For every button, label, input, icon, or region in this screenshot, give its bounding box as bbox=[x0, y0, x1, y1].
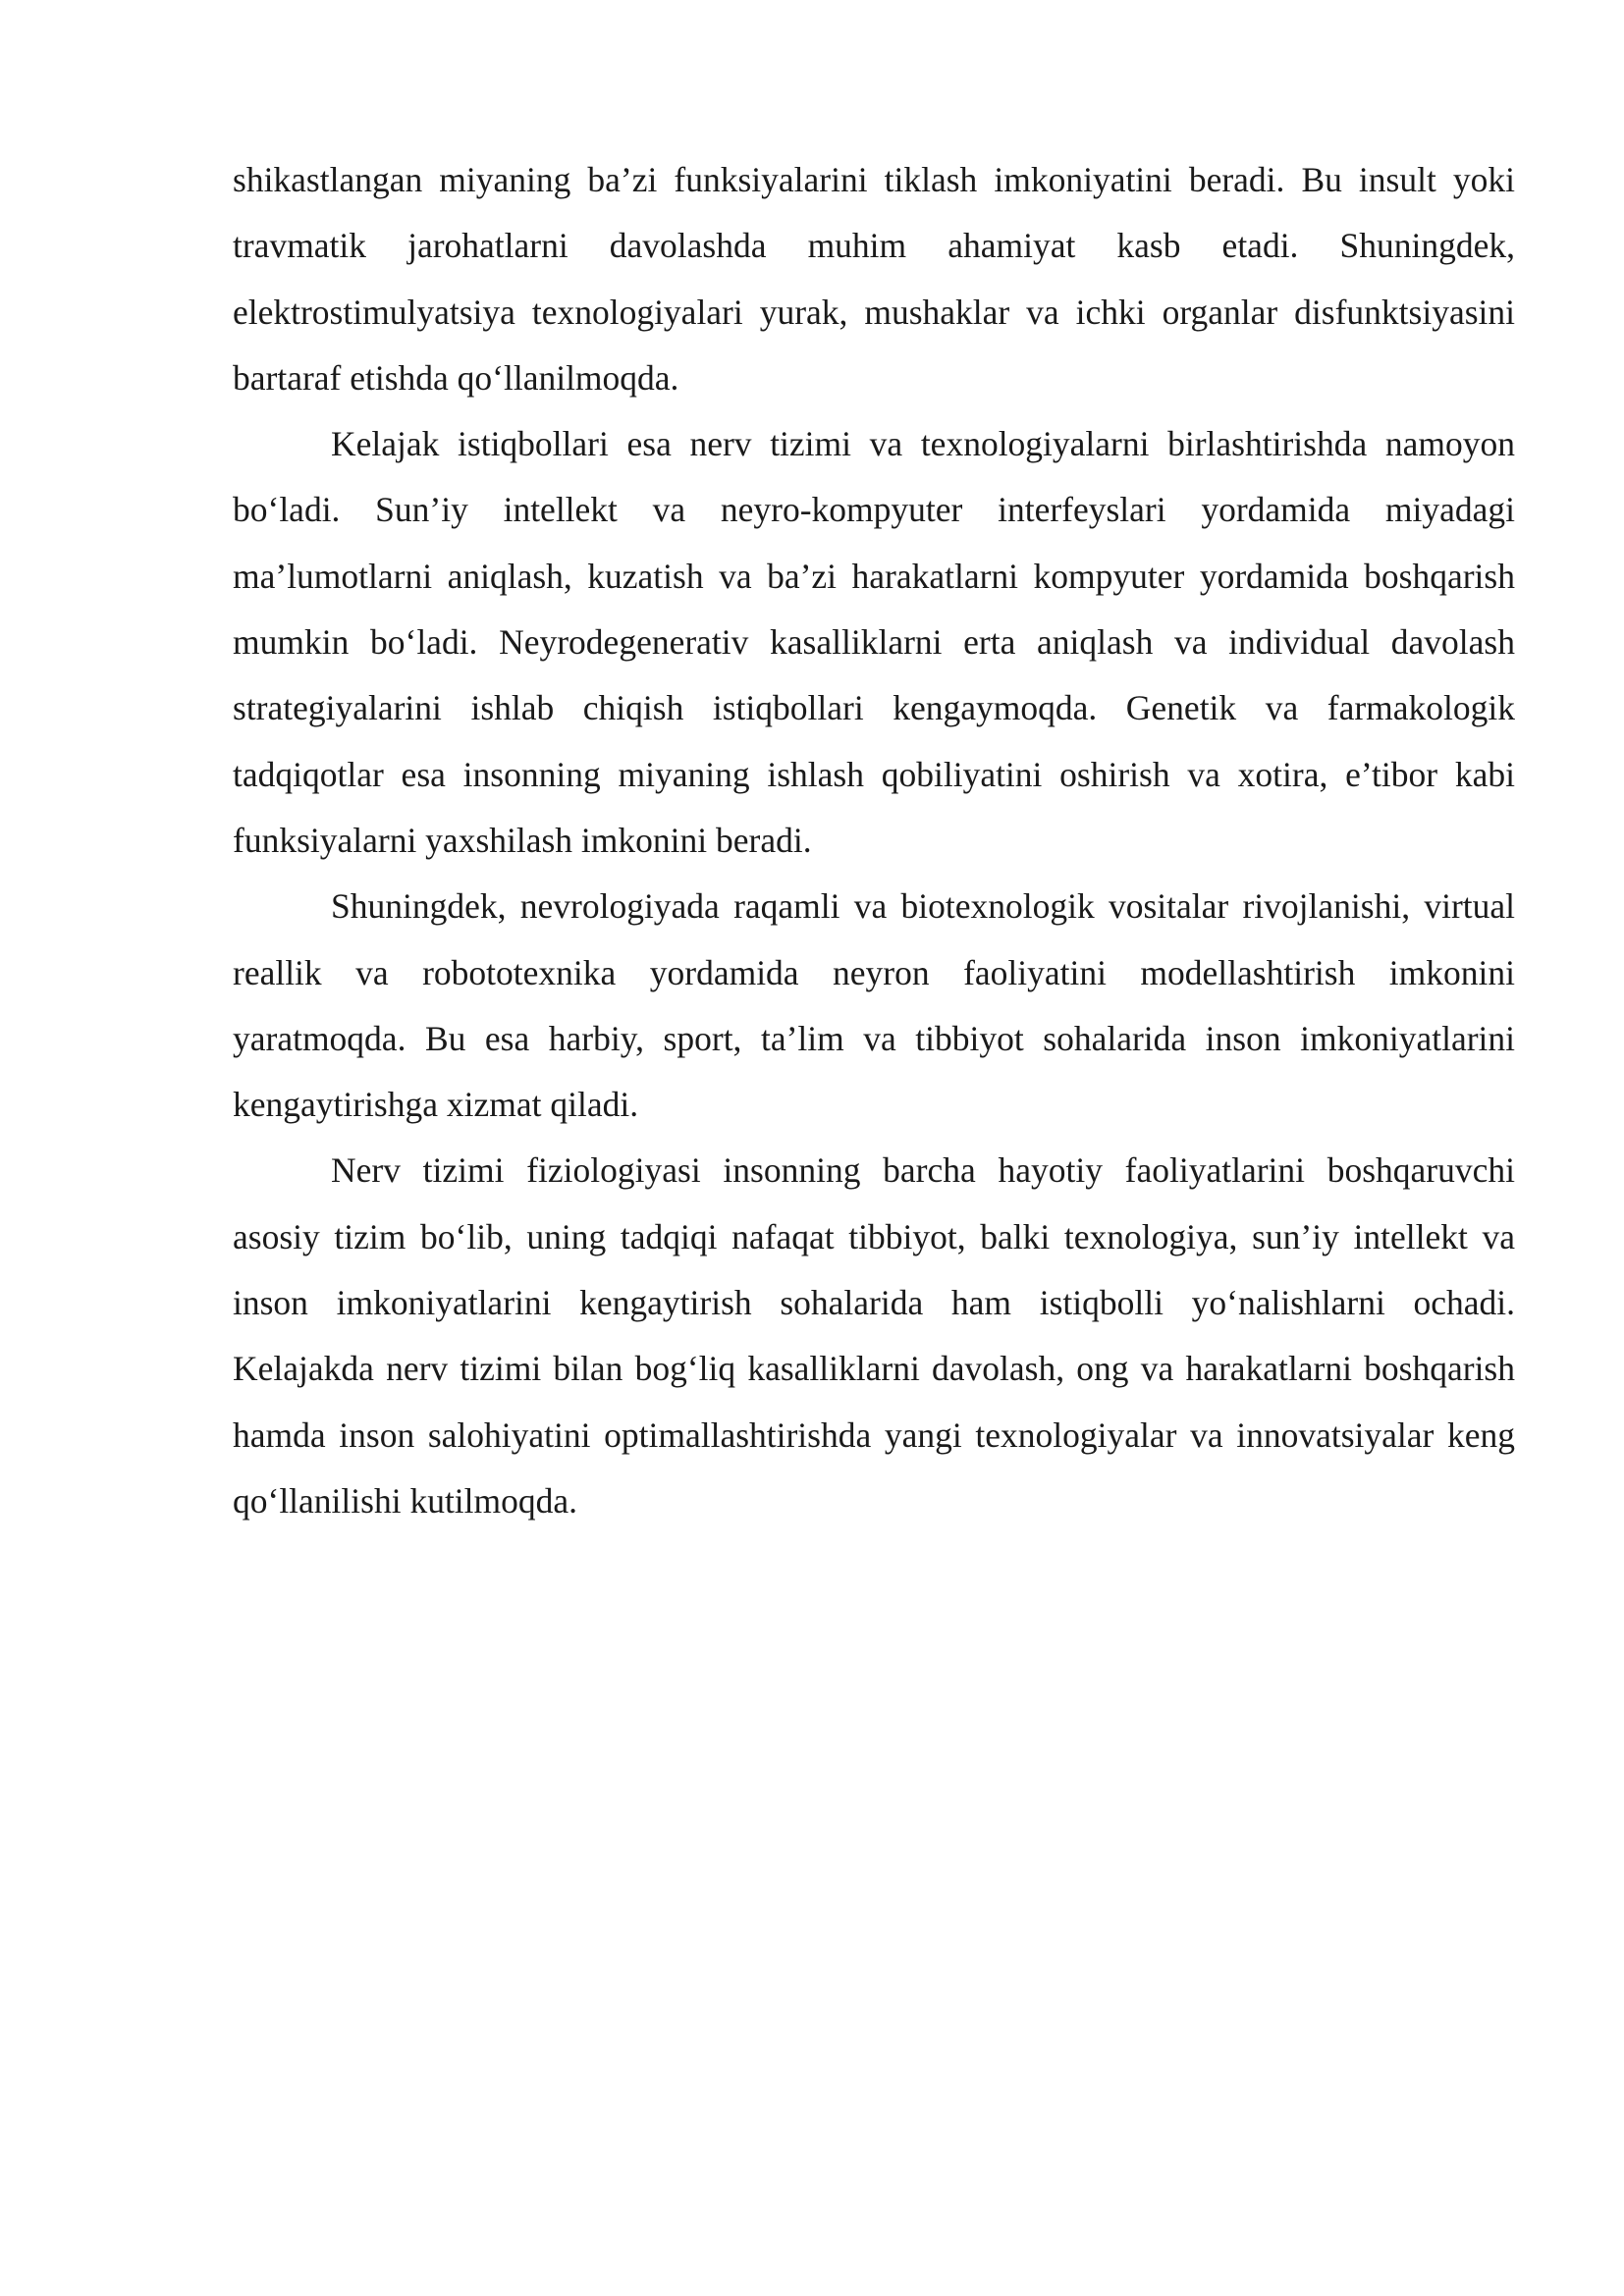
paragraph-conclusion: Nerv tizimi fiziologiyasi insonning barcha hayotiy faoliyatlarini boshqaruvchi asosiy tizim bo‘lib, uning tadqiqi nafaqat tibbiyot, balki texnologiya, sun’iy intellekt va inson imkoniyatlarini kengaytirish sohalarida ham istiqbolli yo‘nalishlarni ochadi. Kelajakda nerv tizimi bilan bog‘liq kasalliklarni davolash, ong va harakatlarni boshqarish hamda inson salohiyatini optimallashtirishda yangi texnologiyalar va innovatsiyalar keng qo‘llanilishi kutilmoqda. bbox=[233, 1150, 1515, 1521]
body-text bbox=[233, 147, 1515, 1534]
paragraph-digital-tools: Shuningdek, nevrologiyada raqamli va biotexnologik vositalar rivojlanishi, virtual reallik va robototexnika yordamida neyron faoliyatini modellashtirish imkonini yaratmoqda. Bu esa harbiy, sport, ta’lim va tibbiyot sohalarida inson imkoniyatlarini kengaytirishga xizmat qiladi. bbox=[233, 886, 1515, 1125]
paragraph-continuation: shikastlangan miyaning ba’zi funksiyalarini tiklash imkoniyatini beradi. Bu insult yoki travmatik jarohatlarni davolashda muhim ahamiyat kasb etadi. Shuningdek, elektrostimulyatsiya texnologiyalari yurak, mushaklar va ichki organlar disfunktsiyasini bartaraf etishda qo‘llanilmoqda. bbox=[233, 160, 1515, 398]
paragraph-future-prospects: Kelajak istiqbollari esa nerv tizimi va texnologiyalarni birlashtirishda namoyon bo‘ladi. Sun’iy intellekt va neyro-kompyuter interfeyslari yordamida miyadagi ma’lumotlarni aniqlash, kuzatish va ba’zi harakatlarni kompyuter yordamida boshqarish mumkin bo‘ladi. Neyrodegenerativ kasalliklarni erta aniqlash va individual davolash strategiyalarini ishlab chiqish istiqbollari kengaymoqda. Genetik va farmakologik tadqiqotlar esa insonning miyaning ishlash qobiliyatini oshirish va xotira, e’tibor kabi funksiyalarni yaxshilash imkonini beradi. bbox=[233, 424, 1515, 860]
